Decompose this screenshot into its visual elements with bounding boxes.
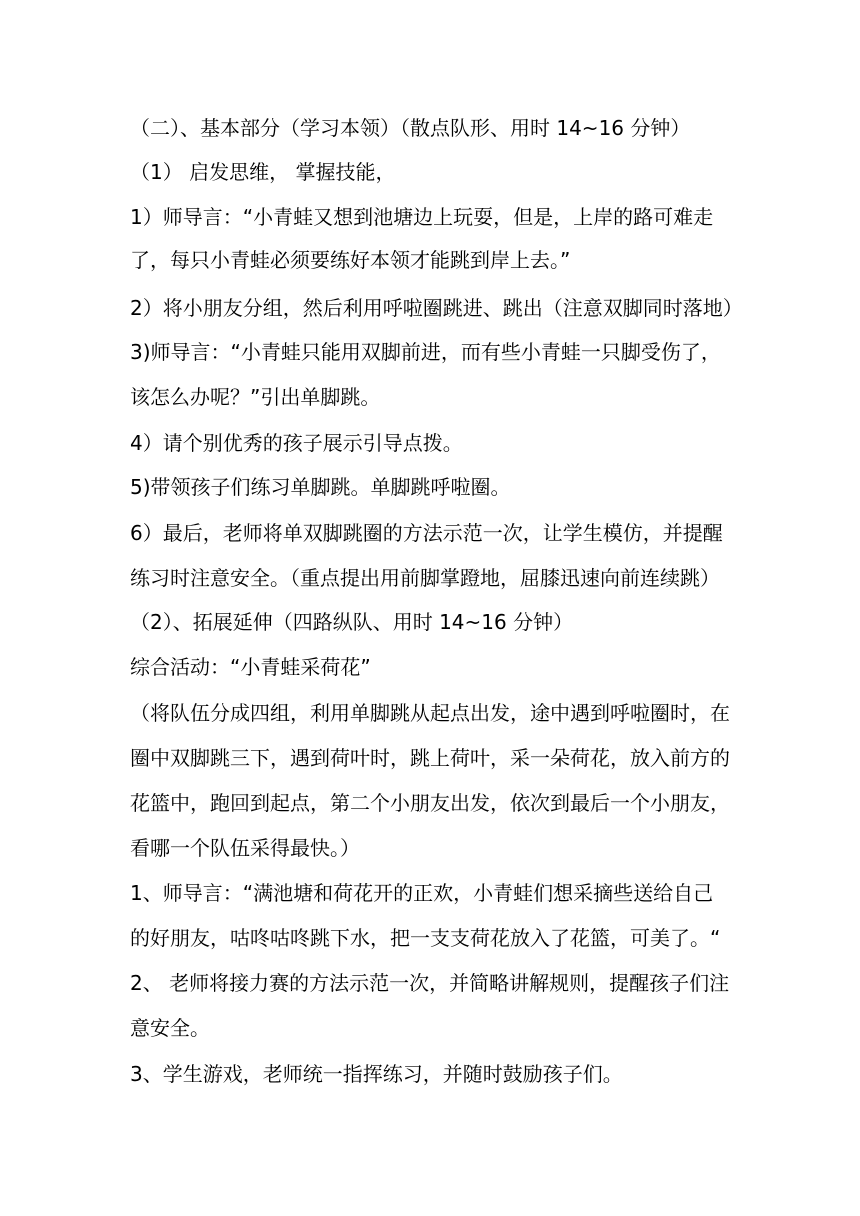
paragraph-line: 4）请个别优秀的孩子展示引导点拨。 [130,431,463,455]
paragraph-line: 了，每只小青蛙必须要练好本领才能跳到岸上去。” [130,248,571,272]
paragraph-line: 1）师导言：“小青蛙又想到池塘边上玩耍，但是，上岸的路可难走 [130,205,714,229]
paragraph-line: 3、学生游戏，老师统一指挥练习，并随时鼓励孩子们。 [130,1062,623,1086]
paragraph-line: 意安全。 [130,1016,210,1040]
paragraph-line: 练习时注意安全。（重点提出用前脚掌蹬地，屈膝迅速向前连续跳） [130,566,720,590]
paragraph-line: 5)带领孩子们练习单脚跳。单脚跳呼啦圈。 [130,475,511,499]
section-heading-basic: （二）、基本部分（学习本领）（散点队形、用时 14~16 分钟） [130,116,691,140]
paragraph-line: 3)师导言：“小青蛙只能用双脚前进，而有些小青蛙一只脚受伤了， [130,340,721,364]
paragraph-line: 花篮中，跑回到起点，第二个小朋友出发，依次到最后一个小朋友， [130,791,730,815]
paragraph-line: （将队伍分成四组，利用单脚跳从起点出发，途中遇到呼啦圈时，在 [130,701,730,725]
section-heading-extension: （2）、拓展延伸（四路纵队、用时 14~16 分钟） [130,610,574,634]
paragraph-line: 该怎么办呢？”引出单脚跳。 [130,385,381,409]
paragraph-line: 的好朋友，咕咚咕咚跳下水，把一支支荷花放入了花篮，可美了。“ [130,926,721,950]
paragraph-line: 2、 老师将接力赛的方法示范一次，并简略讲解规则，提醒孩子们注 [130,971,730,995]
subheading-1: （1） 启发思维， 掌握技能， [130,160,396,184]
paragraph-line: 6）最后，老师将单双脚跳圈的方法示范一次，让学生模仿，并提醒 [130,521,723,545]
paragraph-line: 1、师导言：“满池塘和荷花开的正欢，小青蛙们想采摘些送给自己 [130,881,714,905]
paragraph-line: 圈中双脚跳三下，遇到荷叶时，跳上荷叶，采一朵荷花，放入前方的 [130,746,730,770]
paragraph-line: 看哪一个队伍采得最快。） [130,836,360,860]
paragraph-line: 2）将小朋友分组，然后利用呼啦圈跳进、跳出（注意双脚同时落地） [130,296,743,320]
activity-title: 综合活动：“小青蛙采荷花” [130,655,371,679]
